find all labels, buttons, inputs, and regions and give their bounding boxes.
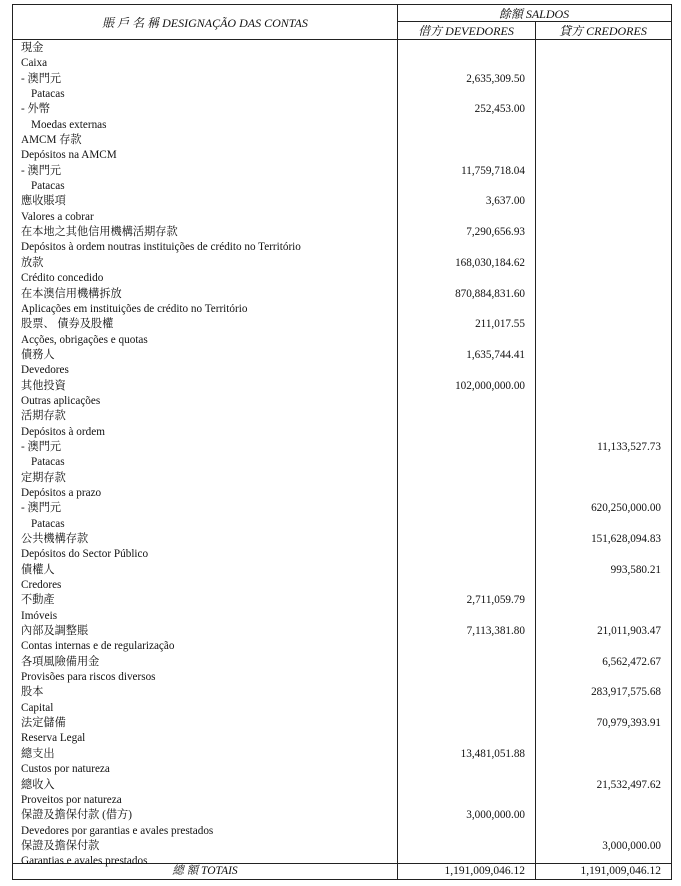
account-label: 總收入 [21, 778, 55, 791]
credit-amount: 21,011,903.47 [597, 625, 661, 638]
account-label: Garantias e avales prestados [21, 855, 148, 868]
table-row [13, 716, 671, 731]
table-row [13, 471, 671, 486]
account-label: Crédito concedido [21, 272, 104, 285]
table-row [13, 72, 671, 87]
header-saldos: 餘額 SALDOS [498, 7, 570, 21]
account-label: - 澳門元 [21, 164, 62, 177]
account-label: Acções, obrigações e quotas [21, 333, 148, 346]
account-label: Patacas [31, 180, 65, 193]
table-row [13, 609, 671, 624]
totals-label: 總 額 TOTAIS [172, 865, 238, 877]
table-row [13, 87, 671, 102]
divider-header [13, 39, 671, 40]
table-row [13, 685, 671, 700]
table-row [13, 409, 671, 424]
account-label: Provisões para riscos diversos [21, 671, 156, 684]
table-row [13, 655, 671, 670]
credit-amount: 151,628,094.83 [591, 533, 661, 545]
account-label: 活期存款 [21, 410, 66, 423]
table-row [13, 793, 671, 808]
account-label: - 澳門元 [21, 440, 62, 453]
table-row [13, 348, 671, 363]
account-label: Devedores por garantias e avales prestados [21, 824, 214, 837]
account-label: - 澳門元 [21, 72, 62, 85]
table-row [13, 56, 671, 71]
table-row [13, 532, 671, 547]
account-label: 應收賬項 [21, 195, 66, 208]
table-row [13, 41, 671, 56]
table-row [13, 302, 671, 317]
table-row [13, 762, 671, 777]
account-label: Patacas [31, 517, 65, 530]
credit-amount: 6,562,472.67 [602, 655, 661, 668]
table-row [13, 639, 671, 654]
table-row [13, 425, 671, 440]
table-row [13, 148, 671, 163]
account-label: Moedas externas [31, 118, 107, 131]
account-label: Depósitos a prazo [21, 486, 102, 499]
table-row [13, 317, 671, 332]
balance-sheet-table [12, 4, 672, 880]
credit-amount: 70,979,393.91 [596, 717, 661, 730]
account-label: 定期存款 [21, 471, 66, 484]
account-label: Depósitos à ordem noutras instituições de crédito no Território [21, 241, 301, 254]
debit-amount: 1,635,744.41 [466, 348, 525, 361]
credit-amount: 620,250,000.00 [591, 502, 661, 515]
table-row [13, 164, 671, 179]
account-label: 放款 [21, 256, 44, 269]
debit-amount: 252,453.00 [474, 103, 525, 116]
table-row [13, 670, 671, 685]
account-label: 保證及擔保付款 (借方) [21, 809, 132, 822]
account-label: Reserva Legal [21, 732, 86, 745]
account-label: 保證及擔保付款 [21, 839, 100, 852]
table-row [13, 440, 671, 455]
debit-amount: 102,000,000.00 [455, 379, 525, 392]
totals-credit: 1,191,009,046.12 [580, 865, 661, 877]
debit-amount: 2,711,059.79 [466, 594, 525, 607]
table-row [13, 240, 671, 255]
totals-row [13, 863, 671, 879]
account-label: - 外幣 [21, 103, 50, 116]
debit-amount: 11,759,718.04 [461, 164, 525, 177]
table-row [13, 486, 671, 501]
table-row [13, 547, 671, 562]
table-row [13, 747, 671, 762]
header-credit: 貸方 CREDORES [559, 24, 647, 38]
credit-amount: 3,000,000.00 [602, 839, 661, 852]
account-label: Valores a cobrar [21, 210, 94, 223]
table-row [13, 808, 671, 823]
account-label: Depósitos na AMCM [21, 149, 117, 162]
table-row [13, 194, 671, 209]
account-label: Capital [21, 701, 54, 714]
table-row [13, 778, 671, 793]
table-row [13, 363, 671, 378]
table-row [13, 624, 671, 639]
table-row [13, 225, 671, 240]
table-row [13, 563, 671, 578]
header-debit: 借方 DEVEDORES [418, 24, 514, 38]
totals-debit: 1,191,009,046.12 [444, 865, 525, 877]
debit-amount: 168,030,184.62 [455, 256, 525, 269]
account-label: Outras aplicações [21, 394, 101, 407]
account-label: Credores [21, 579, 62, 592]
table-row [13, 133, 671, 148]
table-row [13, 593, 671, 608]
table-row [13, 287, 671, 302]
account-label: 公共機構存款 [21, 533, 89, 545]
account-label: Contas internas e de regularização [21, 640, 175, 653]
account-label: Aplicações em instituições de crédito no Território [21, 302, 248, 315]
account-label: 其他投資 [21, 379, 66, 392]
debit-amount: 7,113,381.80 [466, 625, 525, 638]
table-row [13, 394, 671, 409]
table-row [13, 517, 671, 532]
account-label: 各項風險備用金 [21, 655, 100, 668]
credit-amount: 21,532,497.62 [596, 778, 661, 791]
table-row [13, 271, 671, 286]
table-row [13, 179, 671, 194]
table-row [13, 379, 671, 394]
account-label: Depósitos do Sector Público [21, 548, 149, 561]
account-label: Patacas [31, 456, 65, 469]
account-label: Imóveis [21, 609, 58, 622]
account-label: 債務人 [21, 348, 55, 361]
table-row [13, 578, 671, 593]
table-row [13, 102, 671, 117]
account-label: 不動產 [21, 594, 55, 607]
account-label: Proveitos por natureza [21, 793, 122, 806]
account-label: Depósitos à ordem [21, 425, 105, 438]
debit-amount: 2,635,309.50 [466, 72, 525, 85]
account-label: 內部及調整賬 [21, 625, 89, 638]
debit-amount: 7,290,656.93 [466, 226, 525, 239]
table-row [13, 824, 671, 839]
account-label: 現金 [21, 42, 44, 54]
account-label: 股票、 債券及股權 [21, 318, 114, 331]
account-label: Patacas [31, 88, 65, 101]
account-label: 法定儲備 [21, 717, 66, 730]
table-row [13, 210, 671, 225]
account-label: Devedores [21, 364, 69, 377]
table-row [13, 701, 671, 716]
account-label: AMCM 存款 [21, 134, 82, 147]
account-label: 股本 [21, 686, 44, 699]
debit-amount: 3,000,000.00 [466, 809, 525, 822]
table-row [13, 455, 671, 470]
account-label: - 澳門元 [21, 502, 62, 515]
account-label: Caixa [21, 57, 48, 70]
table-row [13, 839, 671, 854]
table-row [13, 256, 671, 271]
table-row [13, 333, 671, 348]
credit-amount: 283,917,575.68 [591, 686, 661, 699]
account-label: 在本地之其他信用機構活期存款 [21, 226, 178, 239]
account-rows [13, 41, 671, 870]
account-label: Custos por natureza [21, 763, 110, 776]
account-label: 在本澳信用機構拆放 [21, 287, 122, 300]
account-label: 總支出 [21, 747, 55, 760]
account-label: 債權人 [21, 563, 55, 576]
debit-amount: 3,637.00 [485, 195, 525, 208]
debit-amount: 870,884,831.60 [455, 287, 525, 300]
debit-amount: 13,481,051.88 [460, 747, 525, 760]
credit-amount: 11,133,527.73 [597, 440, 661, 453]
debit-amount: 211,017.55 [475, 318, 525, 331]
table-row [13, 118, 671, 133]
header-accounts: 賬 戶 名 稱 DESIGNAÇÃO DAS CONTAS [102, 16, 308, 30]
table-row [13, 731, 671, 746]
credit-amount: 993,580.21 [610, 563, 661, 576]
table-row [13, 501, 671, 516]
